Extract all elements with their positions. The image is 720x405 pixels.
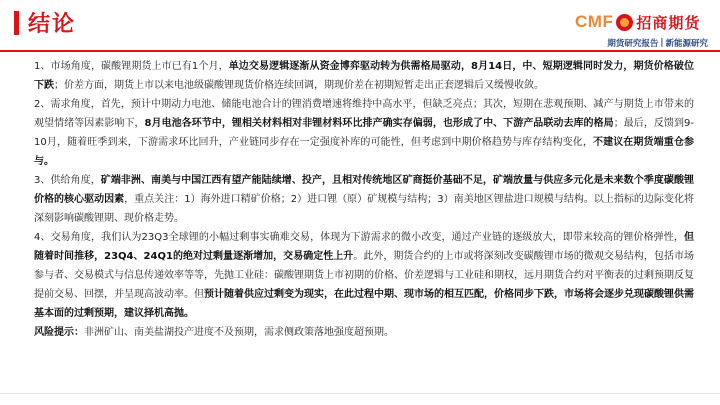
tagline-separator: | — [660, 37, 664, 48]
brand-logo — [575, 11, 700, 33]
report-tagline — [584, 36, 708, 49]
emphasis-run: 不建议在期货端重仓参与。 — [34, 137, 694, 167]
text-run: 1、市场角度，碳酸锂期货上市已有1个月， — [34, 61, 229, 72]
logo-cmf-text: CMF — [575, 12, 614, 31]
header-divider — [0, 50, 720, 52]
emphasis-run: 8月电池各环节中，锂相关材料相对非锂材料环比排产确实存偏弱，也形成了中、下游产品联动去库的格局 — [144, 118, 614, 129]
page-title: 结论 — [28, 12, 77, 37]
text-run: 非洲矿山、南美盐湖投产进度不及预期，需求侧政策落地强度超预期。 — [84, 327, 394, 338]
title-accent-bar — [14, 11, 19, 35]
text-run: ，重点关注：1）海外进口精矿价格；2）进口锂（原）矿规模与结构；3）南美地区锂盐进口规模与结构。以上指标的边际变化将深刻影响碳酸锂期、现价格走势。 — [34, 194, 695, 224]
conclusion-body — [34, 57, 694, 342]
text-run: ；最后，反馈到9-10月，随着旺季到来，下游需求环比回升，产业链同步存在一定强度补库的可能性，但考虑到中期价格趋势与库存结构变化， — [34, 118, 694, 148]
footer-divider — [0, 393, 720, 394]
risk-paragraph — [34, 323, 694, 342]
supply-paragraph — [34, 171, 694, 228]
text-run: ；价差方面，期货上市以来电池级碳酸锂现货价格连续回调，期现价差在初期短暂走出正套逻辑后又缓慢收敛。 — [54, 80, 544, 91]
trading-paragraph — [34, 228, 694, 323]
text-run: 3、供给角度， — [34, 175, 101, 186]
emphasis-run: 矿端非洲、南美与中国江西有望产能陆续增、投产，且相对传统地区矿商挺价基础不足，矿端放量与供应多元化是未来数个季度碳酸锂价格的核心驱动因素 — [34, 175, 694, 205]
emphasis-run: 预计随着供应过剩变为现实，在此过程中期、现市场的相互匹配，价格同步下跌，市场将会逐步兑现碳酸锂供需基本面的过剩预期，建议择机高抛。 — [34, 289, 694, 319]
tagline-sector: 新能源研究 — [665, 38, 708, 49]
text-run: 4、交易角度，我们认为23Q3全球锂的小幅过剩事实确难交易，体现为下游需求的微小改变，通过产业链的逐级放大，即带来较高的锂价格弹性， — [34, 232, 684, 243]
tagline-report-type: 期货研究报告 — [607, 38, 659, 49]
emphasis-run: 但随着时间推移，23Q4、24Q1的绝对过剩量逐渐增加，交易确定性上升 — [34, 232, 694, 262]
market-paragraph — [34, 57, 694, 95]
emphasis-run: 单边交易逻辑逐渐从资金博弈驱动转为供需格局驱动，8月14日，中、短期逻辑同时发力，期货价格破位下跌 — [34, 61, 695, 91]
risk-label: 风险提示： — [34, 327, 84, 338]
logo-company-name: 招商期货 — [636, 13, 701, 32]
text-run: 。此外，期货合约的上市或将深刻改变碳酸锂市场的微观交易结构，包括市场参与者、交易模式与信息传递效率等等，先抛工业硅：碳酸锂期货上市初期的价格、价差逻辑与工业硅和期权，远月期货合约对平衡表的过剩预期反复提前交易、回摆，并呈现高波动率。但 — [34, 251, 695, 300]
demand-paragraph — [34, 95, 694, 171]
text-run: 2、需求角度，首先，预计中期动力电池、储能电池合计的锂消费增速将维持中高水平，但缺乏亮点；其次，短期在悲观预期、减产与期货上市带来的观望情绪等因素影响下， — [34, 99, 694, 129]
logo-mark-icon — [616, 14, 633, 31]
